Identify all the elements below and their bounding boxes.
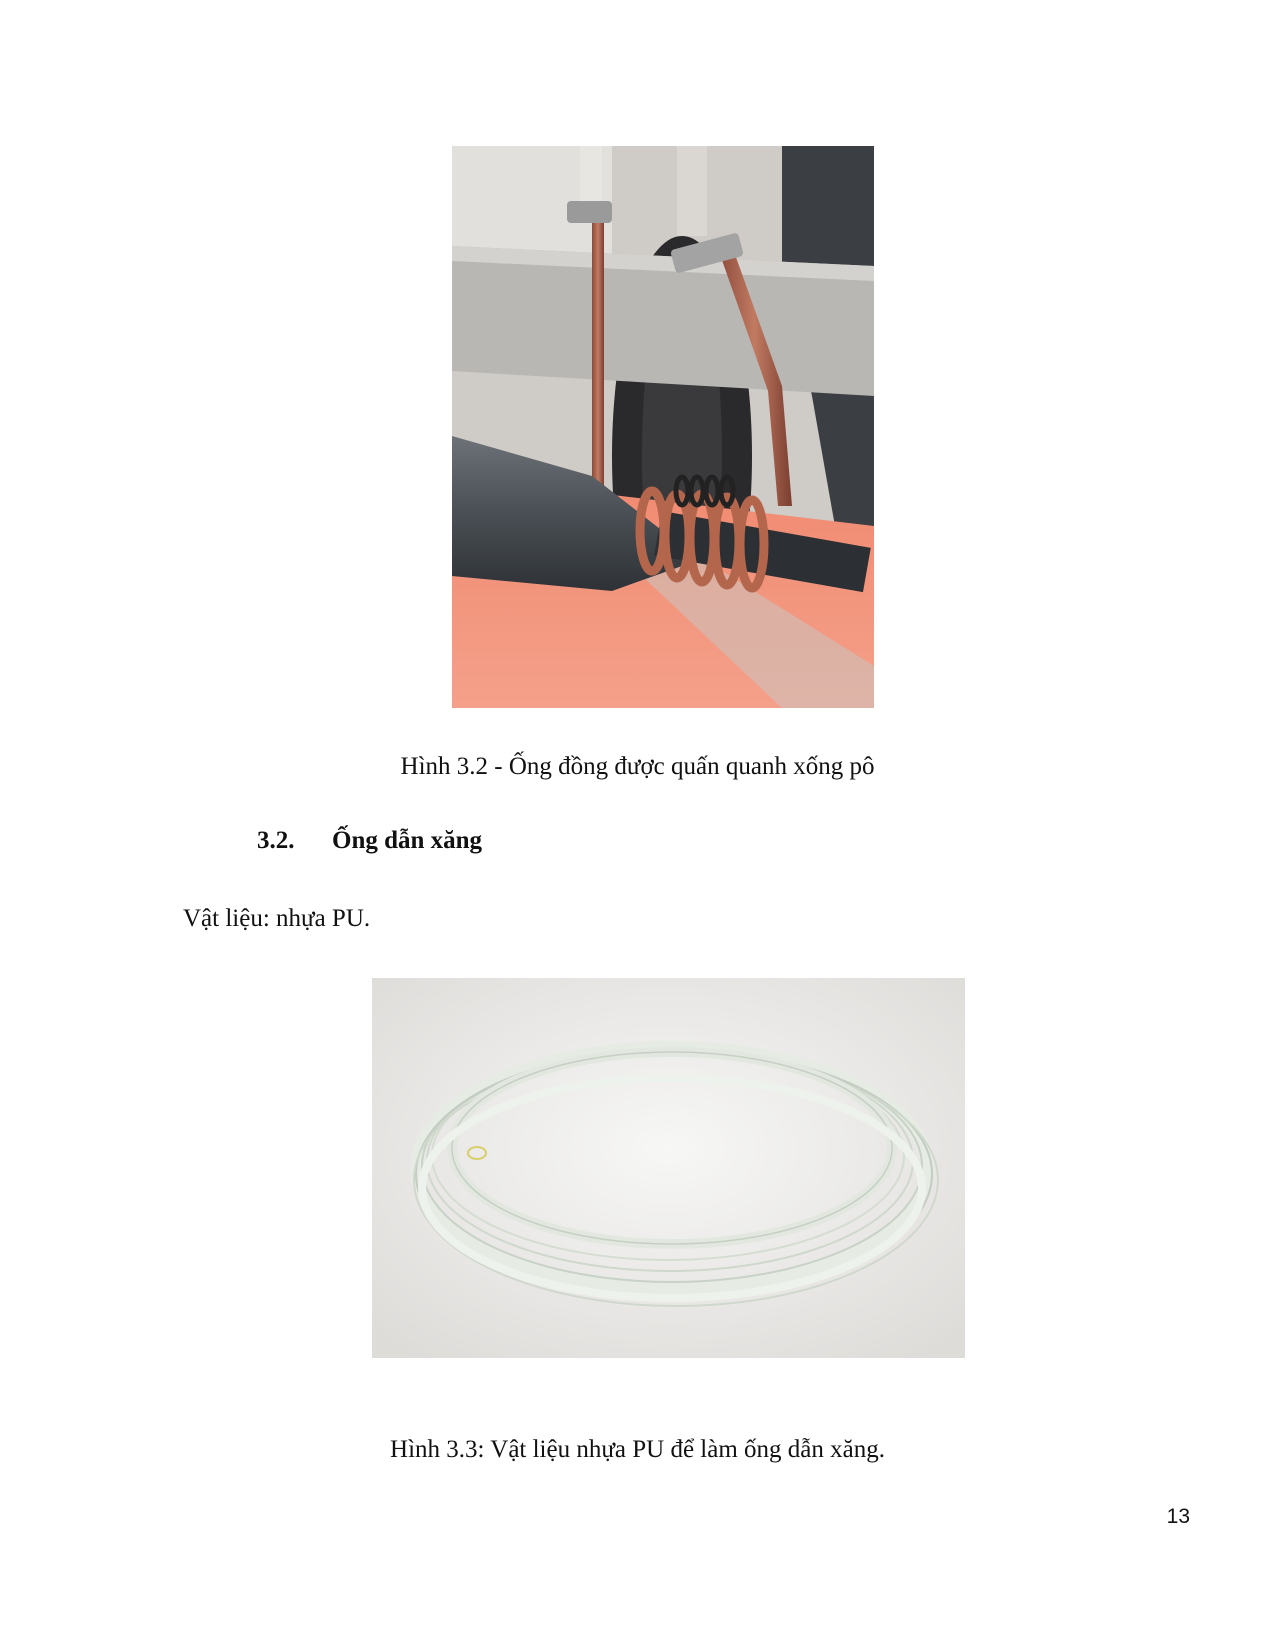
section-heading <box>257 826 482 856</box>
page-number: 13 <box>1166 1505 1190 1528</box>
body-paragraph: Vật liệu: nhựa PU. <box>183 905 371 932</box>
figure-pu-tubing-photo <box>372 978 965 1358</box>
section-number: 3.2. <box>257 827 295 854</box>
figure-caption: Hình 3.3: Vật liệu nhựa PU để làm ống dẫn xăng. <box>390 1436 885 1463</box>
copper-tube-photo-illustration <box>452 146 874 708</box>
figure-copper-tube-photo <box>452 146 874 708</box>
pu-tubing-photo-illustration <box>372 978 965 1358</box>
section-title: Ống dẫn xăng <box>332 827 483 854</box>
figure-caption: Hình 3.2 - Ống đồng được quấn quanh xống pô <box>400 753 875 780</box>
